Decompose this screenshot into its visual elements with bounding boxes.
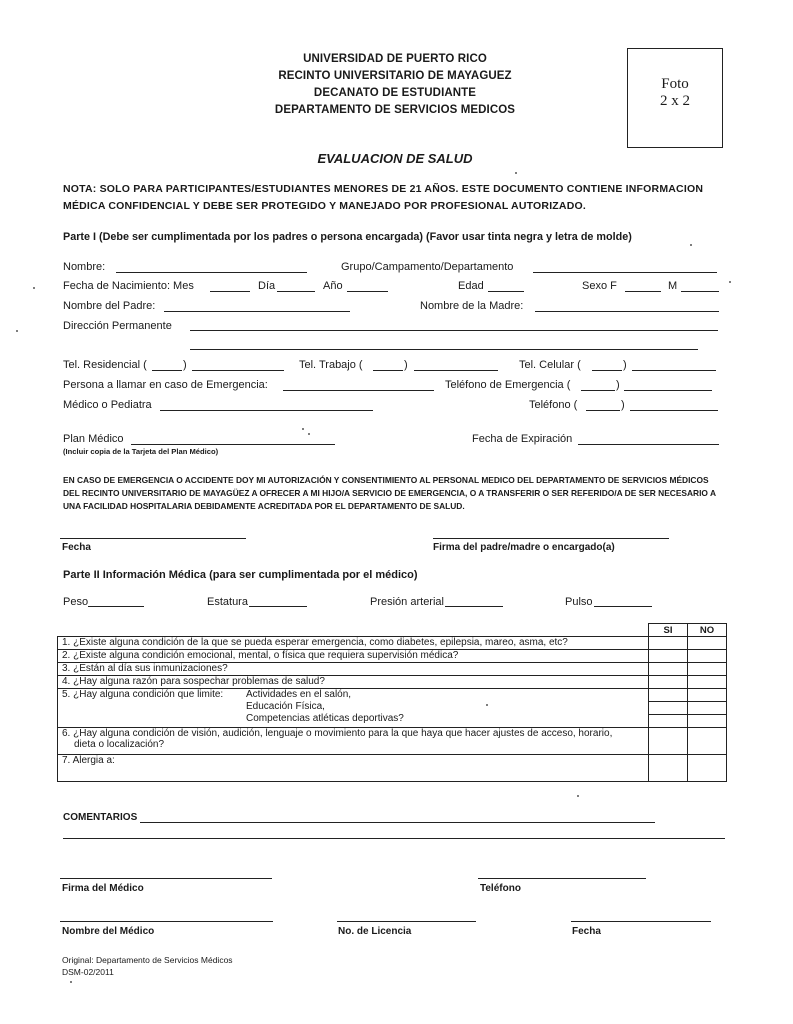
field-tel-cel-number[interactable] [632, 370, 716, 371]
field-tel-res-number[interactable] [192, 370, 284, 371]
header-department: DEPARTAMENTO DE SERVICIOS MEDICOS [274, 104, 516, 116]
field-ano[interactable] [347, 291, 388, 292]
question-5b: Educación Física, [246, 701, 325, 712]
page-title: EVALUACION DE SALUD [317, 151, 473, 166]
table-row [58, 689, 727, 728]
header-university: UNIVERSIDAD DE PUERTO RICO [303, 53, 487, 65]
question-5c: Competencias atléticas deportivas? [246, 713, 404, 724]
label-expiracion: Fecha de Expiración [472, 433, 573, 445]
field-telefono-medico[interactable] [478, 878, 646, 879]
photo-size: 2 x 2 [660, 93, 690, 109]
consent-line-2: DEL RECINTO UNIVERSITARIO DE MAYAGÜEZ A OFRECER A MI HIJO/A SERVICIO DE EMERGENCIA, O A TRANSFERIR O SER REFERIDO/A DE SER NECESARIO A [63, 488, 717, 498]
scan-speck [729, 281, 731, 283]
scan-speck [302, 428, 304, 430]
field-licencia[interactable] [337, 921, 476, 922]
note-line-2: MÉDICA CONFIDENCIAL Y DEBE SER PROTEGIDO Y MANEJADO POR PROFESIONAL AUTORIZADO. [63, 200, 586, 212]
field-estatura[interactable] [249, 606, 307, 607]
field-firma-padre[interactable] [433, 538, 669, 539]
label-sexo-f: Sexo F [582, 280, 617, 292]
field-tel-medico-number[interactable] [630, 410, 718, 411]
field-fecha-medico[interactable] [571, 921, 711, 922]
field-sexo-m[interactable] [681, 291, 719, 292]
question-3: 3. ¿Están al día sus inmunizaciones? [58, 663, 649, 676]
plan-note: (Incluir copia de la Tarjeta del Plan Médico) [63, 447, 219, 456]
label-comentarios: COMENTARIOS [63, 812, 138, 823]
field-expiracion[interactable] [578, 444, 719, 445]
question-2: 2. ¿Existe alguna condición emocional, mental, o física que requiera supervisión médica? [58, 650, 649, 663]
field-nombre[interactable] [116, 272, 307, 273]
field-edad[interactable] [488, 291, 524, 292]
field-presion[interactable] [445, 606, 503, 607]
label-licencia: No. de Licencia [338, 926, 412, 937]
paren-close: ) [623, 359, 627, 371]
field-padre[interactable] [164, 311, 350, 312]
field-sexo-f[interactable] [625, 291, 661, 292]
scan-speck [70, 981, 72, 983]
answer-si-4[interactable] [649, 676, 688, 689]
part2-heading: Parte II Información Médica (para ser cumplimentada por el médico) [63, 569, 418, 581]
paren-close: ) [616, 379, 620, 391]
question-6-line-1: 6. ¿Hay alguna condición de visión, audición, lenguaje o movimiento para la que haya que hacer ajustes de acceso, horario, [62, 728, 613, 739]
field-mes[interactable] [210, 291, 250, 292]
answer-no-2[interactable] [688, 650, 727, 663]
note-line-1: NOTA: SOLO PARA PARTICIPANTES/ESTUDIANTES MENORES DE 21 AÑOS. ESTE DOCUMENTO CONTIENE INFORMACION [63, 183, 704, 195]
label-padre: Nombre del Padre: [63, 300, 156, 312]
field-dia[interactable] [277, 291, 315, 292]
answer-si-7[interactable] [649, 755, 688, 782]
label-fecha-medico: Fecha [572, 926, 601, 937]
label-emergencia: Persona a llamar en caso de Emergencia: [63, 379, 268, 391]
footer-code: DSM-02/2011 [62, 967, 114, 977]
label-plan-medico: Plan Médico [63, 433, 124, 445]
field-tel-trabajo-number[interactable] [414, 370, 498, 371]
table-row [58, 755, 727, 782]
answer-si-6[interactable] [649, 728, 688, 755]
label-telefono-medico-2: Teléfono [480, 883, 521, 894]
question-6-line-2: dieta o localización? [74, 739, 165, 750]
paren-close: ) [404, 359, 408, 371]
answer-no-1[interactable] [688, 637, 727, 650]
question-1: 1. ¿Existe alguna condición de la que se pueda esperar emergencia, como diabetes, epilepsia, mareo, asma, etc? [58, 637, 649, 650]
field-emergencia[interactable] [283, 390, 434, 391]
label-ano: Año [323, 280, 343, 292]
field-comentarios-1[interactable] [140, 822, 655, 823]
question-5a: Actividades en el salón, [246, 689, 352, 700]
photo-box [627, 48, 723, 148]
answer-si-5[interactable] [649, 689, 688, 728]
answer-no-5[interactable] [688, 689, 727, 728]
table-corner [58, 624, 649, 637]
field-firma-medico[interactable] [60, 878, 272, 879]
table-row [58, 637, 727, 650]
photo-label: Foto [661, 76, 689, 92]
label-telefono-medico: Teléfono ( [529, 399, 578, 411]
field-direccion-2[interactable] [190, 349, 698, 350]
question-5-text: 5. ¿Hay alguna condición que limite: [62, 689, 224, 700]
field-tel-res-area[interactable] [152, 370, 182, 371]
field-peso[interactable] [88, 606, 144, 607]
field-direccion-1[interactable] [190, 330, 718, 331]
col-no: NO [688, 624, 727, 637]
header-deanship: DECANATO DE ESTUDIANTE [313, 87, 477, 99]
label-tel-celular: Tel. Celular ( [519, 359, 581, 371]
col-si: SI [649, 624, 688, 637]
answer-no-3[interactable] [688, 663, 727, 676]
paren-close: ) [621, 399, 625, 411]
label-tel-emergencia: Teléfono de Emergencia ( [445, 379, 571, 391]
field-madre[interactable] [535, 311, 719, 312]
label-tel-trabajo: Tel. Trabajo ( [299, 359, 363, 371]
label-madre: Nombre de la Madre: [420, 300, 524, 312]
scan-speck [515, 172, 517, 174]
answer-si-3[interactable] [649, 663, 688, 676]
scan-speck [308, 433, 310, 435]
field-tel-emerg-area[interactable] [581, 390, 615, 391]
scan-speck [577, 795, 579, 797]
scan-speck [33, 287, 35, 289]
table-row [58, 663, 727, 676]
question-5 [58, 689, 649, 728]
scan-speck [690, 244, 692, 246]
scan-speck [16, 330, 18, 332]
question-4: 4. ¿Hay alguna razón para sospechar problemas de salud? [58, 676, 649, 689]
consent-line-3: UNA FACILIDAD HOSPITALARIA DEBIDAMENTE ACREDITADA POR EL DEPARTAMENTO DE SALUD. [63, 501, 465, 511]
table-row [58, 728, 727, 755]
health-questions-table [57, 623, 727, 782]
label-presion: Presión arterial [370, 596, 444, 608]
field-fecha-firma[interactable] [60, 538, 246, 539]
answer-si-2[interactable] [649, 650, 688, 663]
field-plan-medico[interactable] [131, 444, 335, 445]
label-fecha-nacimiento-mes: Fecha de Nacimiento: Mes [63, 280, 194, 292]
label-firma-medico: Firma del Médico [62, 883, 144, 894]
label-grupo: Grupo/Campamento/Departamento [341, 261, 514, 273]
scan-speck [486, 704, 488, 706]
answer-no-7[interactable] [688, 755, 727, 782]
label-edad: Edad [458, 280, 484, 292]
table-row [58, 676, 727, 689]
label-sexo-m: M [668, 280, 678, 292]
field-medico[interactable] [160, 410, 373, 411]
header-campus: RECINTO UNIVERSITARIO DE MAYAGUEZ [278, 70, 512, 82]
label-tel-residencial: Tel. Residencial ( [63, 359, 147, 371]
field-nombre-medico[interactable] [60, 921, 273, 922]
label-dia: Día [258, 280, 276, 292]
label-firma-padre: Firma del padre/madre o encargado(a) [433, 542, 615, 553]
field-tel-trabajo-area[interactable] [373, 370, 403, 371]
field-grupo[interactable] [533, 272, 717, 273]
consent-line-1: EN CASO DE EMERGENCIA O ACCIDENTE DOY MI AUTORIZACIÓN Y CONSENTIMIENTO AL PERSONAL MEDICO DEL DEPARTAMENTO DE SERVICIOS MÉDICOS [63, 475, 709, 485]
label-pulso: Pulso [565, 596, 593, 608]
label-direccion: Dirección Permanente [63, 320, 172, 332]
answer-si-1[interactable] [649, 637, 688, 650]
field-pulso[interactable] [594, 606, 652, 607]
field-comentarios-2[interactable] [63, 838, 725, 839]
label-nombre-medico: Nombre del Médico [62, 926, 155, 937]
label-estatura: Estatura [207, 596, 248, 608]
question-6 [58, 728, 649, 755]
label-nombre: Nombre: [63, 261, 106, 273]
question-7: 7. Alergia a: [58, 755, 649, 782]
label-medico: Médico o Pediatra [63, 399, 152, 411]
answer-no-4[interactable] [688, 676, 727, 689]
table-row [58, 650, 727, 663]
label-fecha: Fecha [62, 542, 91, 553]
label-peso: Peso [63, 596, 89, 608]
footer-original: Original: Departamento de Servicios Médicos [62, 955, 233, 965]
field-tel-emerg-number[interactable] [624, 390, 712, 391]
paren-close: ) [183, 359, 187, 371]
field-tel-cel-area[interactable] [592, 370, 622, 371]
field-tel-medico-area[interactable] [586, 410, 620, 411]
part1-heading: Parte I (Debe ser cumplimentada por los padres o persona encargada) (Favor usar tinta negra y letra de molde) [63, 231, 632, 243]
answer-no-6[interactable] [688, 728, 727, 755]
